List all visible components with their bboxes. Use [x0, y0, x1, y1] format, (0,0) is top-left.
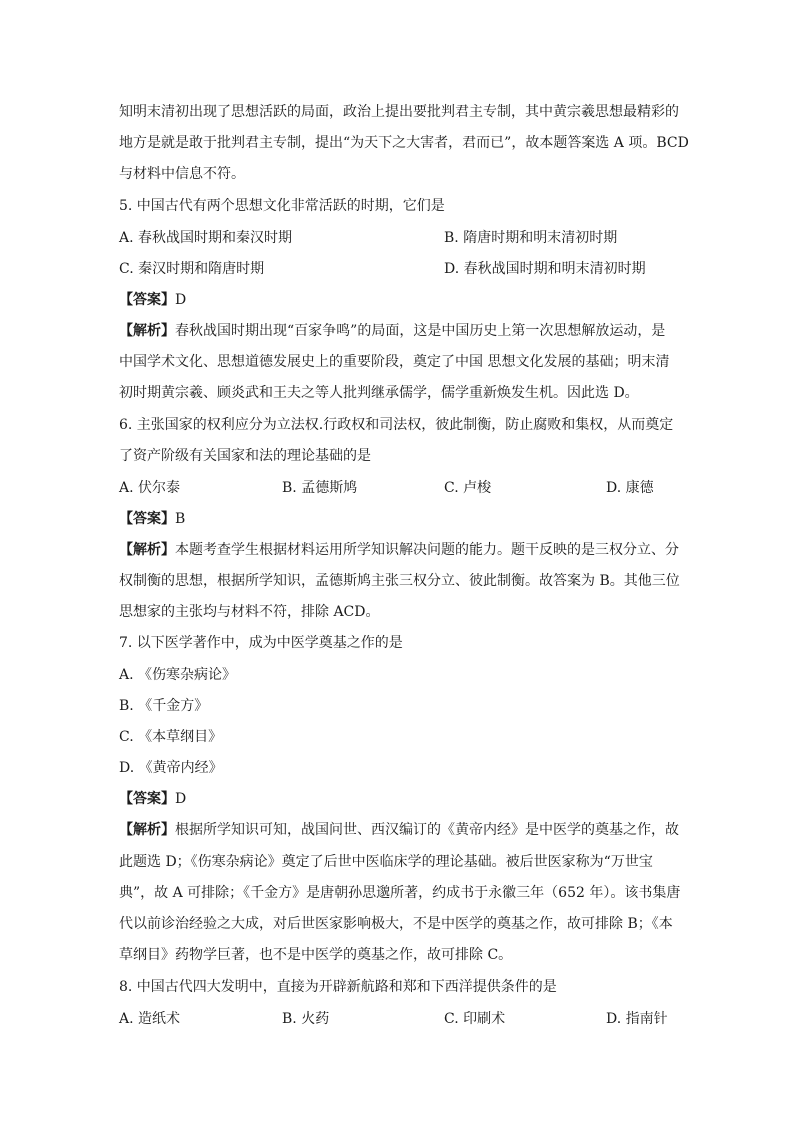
q6-answer — [119, 510, 185, 528]
q6-analysis-line — [119, 541, 679, 559]
analysis-text: 根据所学知识可知，战国问世、西汉编订的《黄帝内经》是中医学的奠基之作，故 — [175, 822, 679, 838]
q7-option-c: C. 《本草纲目》 — [119, 729, 223, 745]
analysis-text: 春秋战国时期出现“百家争鸣”的局面，这是中国历史上第一次思想解放运动，是 — [175, 323, 666, 339]
answer-tag: 【答案】 — [119, 511, 175, 527]
q7-option-d: D. 《黄帝内经》 — [119, 760, 223, 776]
answer-tag: 【答案】 — [119, 292, 175, 308]
q6-option-c: C. 卢梭 — [444, 480, 492, 496]
q6-option-b: B. 孟德斯鸠 — [282, 480, 358, 496]
q5-analysis-line: 初时期黄宗羲、顾炎武和王夫之等人批判继承儒学，儒学重新焕发生机。因此选 D。 — [119, 385, 639, 401]
q8-option-a: A. 造纸术 — [119, 1011, 181, 1027]
analysis-text: 本题考查学生根据材料运用所学知识解决问题的能力。题干反映的是三权分立、分 — [175, 542, 679, 558]
q5-option-a: A. 春秋战国时期和秦汉时期 — [119, 230, 293, 246]
answer-value: D — [175, 791, 187, 807]
q6-analysis-line: 权制衡的思想，根据所学知识，孟德斯鸠主张三权分立、彼此制衡。故答案为 B。其他三位 — [119, 573, 680, 589]
q7-option-b: B. 《千金方》 — [119, 698, 209, 714]
q7-analysis-line: 典”，故 A 可排除；《千金方》是唐朝孙思邈所著，约成书于永徽三年（652 年）。该书集唐 — [119, 885, 681, 901]
q7-answer — [119, 790, 186, 808]
q6-option-d: D. 康德 — [606, 480, 654, 496]
question-7-stem: 7. 以下医学著作中，成为中医学奠基之作的是 — [119, 635, 403, 651]
answer-tag: 【答案】 — [119, 791, 175, 807]
q5-option-d: D. 春秋战国时期和明末清初时期 — [444, 261, 646, 277]
text-line: 与材料中信息不符。 — [119, 166, 245, 182]
q7-analysis-line: 此题选 D；《伤寒杂病论》奠定了后世中医临床学的理论基础。被后世医家称为“万世宝 — [119, 854, 653, 870]
text-line: 知明末清初出现了思想活跃的局面，政治上提出要批判君主专制，其中黄宗羲思想最精彩的 — [119, 104, 679, 120]
question-6-stem: 6. 主张国家的权利应分为立法权.行政权和司法权，彼此制衡，防止腐败和集权，从而奠定 — [119, 417, 674, 433]
q8-option-d: D. 指南针 — [606, 1011, 668, 1027]
question-5-stem: 5. 中国古代有两个思想文化非常活跃的时期，它们是 — [119, 198, 445, 214]
q8-option-b: B. 火药 — [282, 1011, 330, 1027]
q5-analysis-line — [119, 322, 665, 340]
q7-analysis-line — [119, 821, 679, 839]
answer-value: D — [175, 292, 187, 308]
analysis-tag: 【解析】 — [119, 542, 175, 558]
q5-answer — [119, 291, 186, 309]
question-8-stem: 8. 中国古代四大发明中，直接为开辟新航路和郑和下西洋提供条件的是 — [119, 979, 557, 995]
q5-option-b: B. 隋唐时期和明末清初时期 — [444, 230, 618, 246]
q5-analysis-line: 中国学术文化、思想道德发展史上的重要阶段，奠定了中国 思想文化发展的基础；明末清 — [119, 354, 670, 370]
question-6-stem: 了资产阶级有关国家和法的理论基础的是 — [119, 448, 371, 464]
text-line: 地方是就是敢于批判君主专制，提出“为天下之大害者，君而已”，故本题答案选 A 项。BCD — [119, 135, 689, 151]
q7-analysis-line: 草纲目》药物学巨著，也不是中医学的奠基之作，故可排除 C。 — [119, 947, 513, 963]
answer-value: B — [175, 511, 186, 527]
analysis-tag: 【解析】 — [119, 323, 175, 339]
q6-option-a: A. 伏尔泰 — [119, 480, 181, 496]
q8-option-c: C. 印刷术 — [444, 1011, 506, 1027]
q7-option-a: A. 《伤寒杂病论》 — [119, 667, 237, 683]
q6-analysis-line: 思想家的主张均与材料不符，排除 ACD。 — [119, 604, 380, 620]
q5-option-c: C. 秦汉时期和隋唐时期 — [119, 261, 265, 277]
analysis-tag: 【解析】 — [119, 822, 175, 838]
q7-analysis-line: 代以前诊治经验之大成，对后世医家影响极大，不是中医学的奠基之作，故可排除 B；《本 — [119, 916, 673, 932]
